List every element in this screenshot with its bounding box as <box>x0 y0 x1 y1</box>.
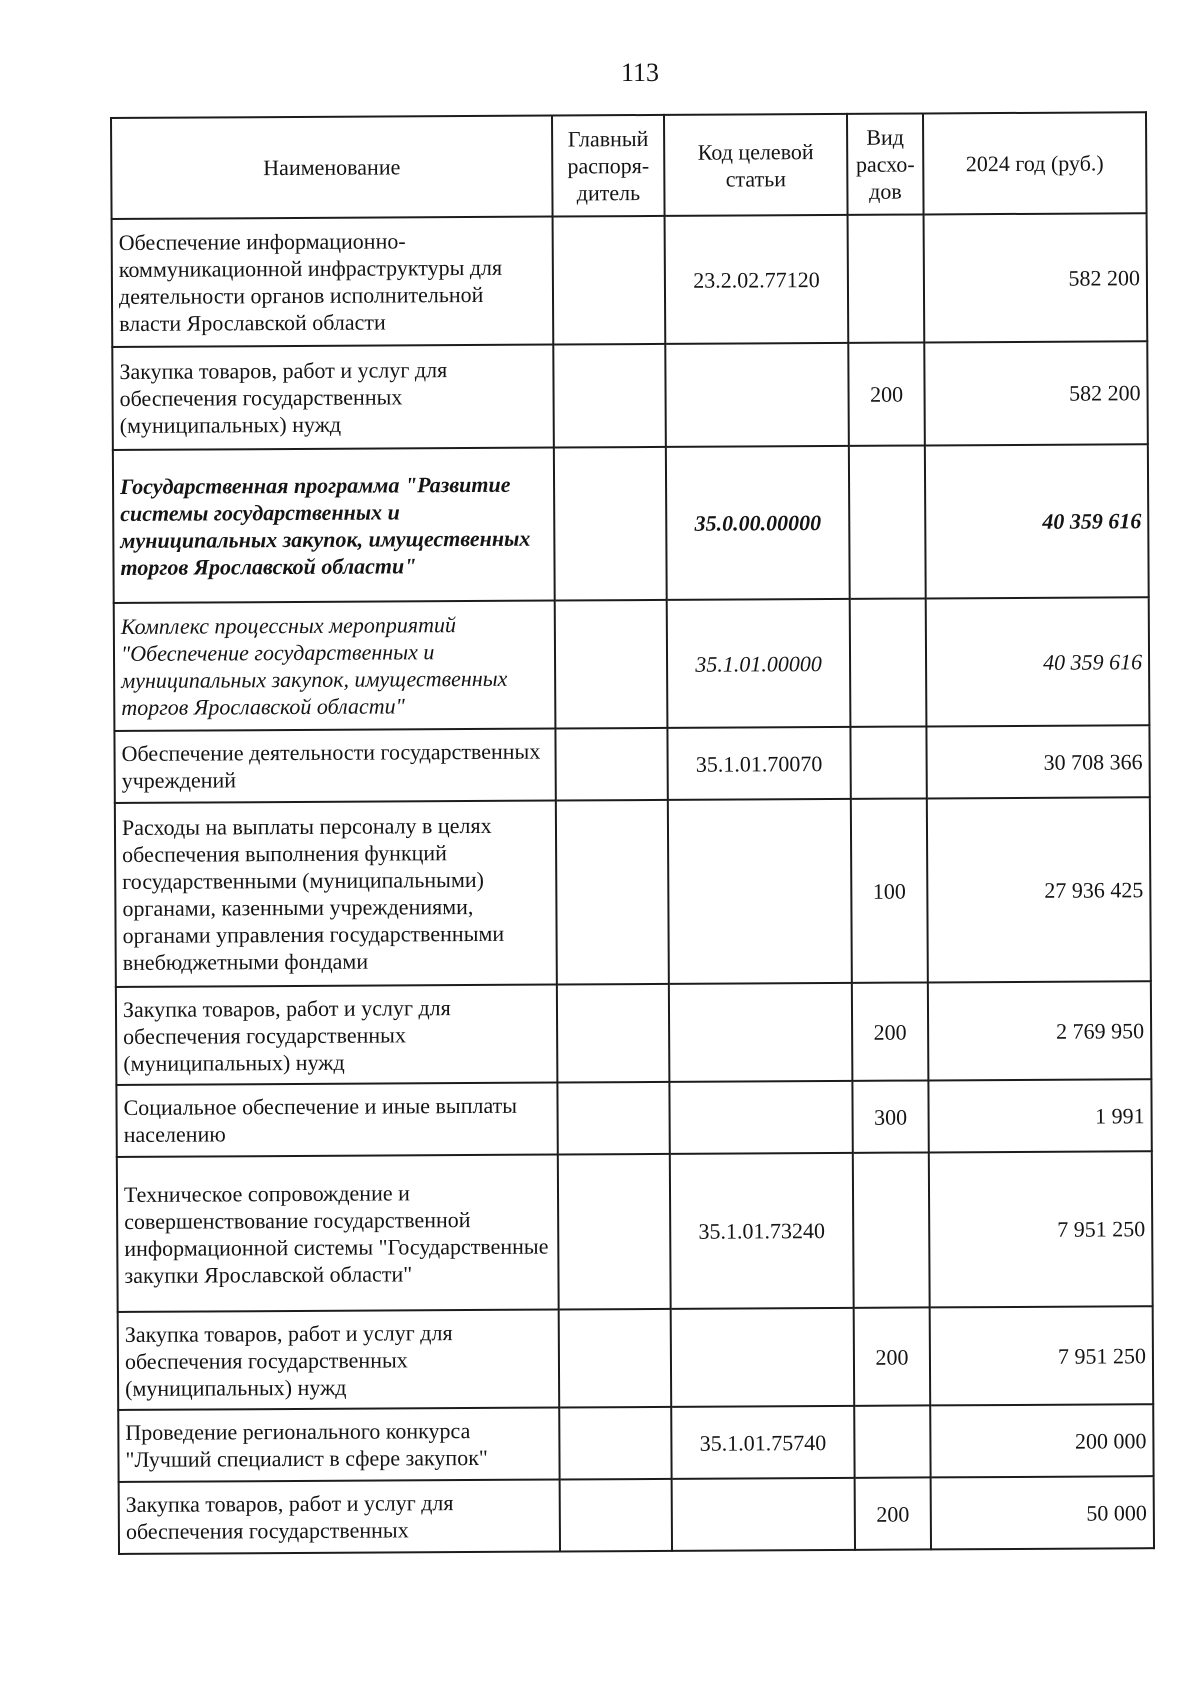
row-amount-cell: 40 359 616 <box>926 597 1150 726</box>
row-code-cell <box>669 1081 852 1154</box>
row-expense-type-cell: 200 <box>852 982 929 1080</box>
row-amount-cell: 582 200 <box>924 341 1148 445</box>
table-row <box>114 725 1149 803</box>
row-expense-type-cell <box>849 445 926 598</box>
row-code-cell: 35.1.01.70070 <box>667 727 850 800</box>
table-row <box>112 341 1148 450</box>
row-manager-cell <box>558 1154 671 1310</box>
table-row <box>116 1079 1151 1157</box>
row-code-cell <box>669 983 853 1082</box>
table-row <box>114 597 1150 731</box>
row-expense-type-cell: 100 <box>851 798 928 982</box>
row-code-cell <box>671 1308 855 1407</box>
header-main-manager: Главный распоря-дитель <box>552 115 665 217</box>
row-code-cell: 23.2.02.77120 <box>665 215 849 344</box>
row-name-cell: Социальное обеспечение и иные выплаты населению <box>116 1083 557 1157</box>
row-code-cell: 35.1.01.75740 <box>671 1406 854 1479</box>
row-name-cell: Обеспечение деятельности государственных учреждений <box>114 729 555 803</box>
row-code-cell: 35.1.01.73240 <box>670 1153 854 1309</box>
row-amount-cell: 7 951 250 <box>929 1151 1153 1307</box>
page-number: 113 <box>620 58 660 87</box>
table-row <box>112 213 1148 347</box>
table-row <box>119 1476 1154 1554</box>
row-amount-cell: 200 000 <box>930 1404 1153 1477</box>
row-manager-cell <box>553 216 666 345</box>
row-code-cell: 35.1.01.00000 <box>667 599 851 728</box>
row-manager-cell <box>556 800 669 985</box>
table-row <box>117 1151 1153 1312</box>
row-manager-cell <box>557 984 670 1083</box>
row-amount-cell: 40 359 616 <box>925 444 1149 598</box>
row-name-cell: Расходы на выплаты персоналу в целях обеспечения выполнения функций государственными (муниципальными) органами, казенными учреждениями, органами управления государственными внебюджетными фондами <box>115 801 557 987</box>
row-name-cell: Закупка товаров, работ и услуг для обеспечения государственных (муниципальных) нужд <box>116 985 558 1085</box>
row-expense-type-cell: 200 <box>854 1307 931 1405</box>
table-header-row <box>111 112 1147 219</box>
row-expense-type-cell <box>850 598 927 726</box>
row-amount-cell: 30 708 366 <box>926 725 1149 798</box>
header-name: Наименование <box>111 116 553 219</box>
row-expense-type-cell: 200 <box>855 1477 931 1549</box>
row-manager-cell <box>555 728 667 801</box>
row-name-cell: Техническое сопровождение и совершенствование государственной информационной системы "Государственные закупки Ярославской области" <box>117 1155 559 1312</box>
row-code-cell: 35.0.00.00000 <box>666 446 850 600</box>
header-target-code: Код целевой статьи <box>664 114 848 216</box>
row-name-cell: Государственная программа "Развитие системы государственных и муниципальных закупок, имущественных торгов Ярославской области" <box>113 448 555 603</box>
row-manager-cell <box>560 1479 672 1552</box>
table-body <box>112 213 1154 1554</box>
row-manager-cell <box>559 1309 672 1408</box>
row-code-cell <box>668 799 852 984</box>
row-code-cell <box>672 1478 855 1551</box>
table-row <box>118 1306 1154 1410</box>
table-row <box>118 1404 1153 1482</box>
row-amount-cell: 50 000 <box>931 1476 1154 1549</box>
row-name-cell: Закупка товаров, работ и услуг для обеспечения государственных <box>119 1480 560 1554</box>
row-expense-type-cell <box>853 1152 930 1307</box>
header-expense-type: Вид расхо-дов <box>847 113 924 214</box>
row-manager-cell <box>559 1407 671 1480</box>
table-row <box>115 797 1151 987</box>
row-amount-cell: 582 200 <box>924 213 1148 342</box>
row-name-cell: Закупка товаров, работ и услуг для обеспечения государственных (муниципальных) нужд <box>112 345 554 450</box>
row-amount-cell: 27 936 425 <box>927 797 1151 982</box>
table-row <box>116 981 1152 1085</box>
row-expense-type-cell <box>848 214 925 342</box>
row-manager-cell <box>557 1082 669 1155</box>
row-manager-cell <box>555 600 668 729</box>
row-amount-cell: 2 769 950 <box>928 981 1152 1080</box>
row-expense-type-cell <box>850 726 926 798</box>
table-row <box>113 444 1149 603</box>
row-amount-cell: 7 951 250 <box>930 1306 1154 1405</box>
row-expense-type-cell: 300 <box>852 1080 928 1152</box>
row-amount-cell: 1 991 <box>928 1079 1151 1152</box>
row-name-cell: Обеспечение информационно-коммуникационной инфраструктуры для деятельности органов исполнительной власти Ярославской области <box>112 217 554 347</box>
header-year: 2024 год (руб.) <box>923 112 1147 214</box>
row-manager-cell <box>554 447 667 601</box>
row-expense-type-cell <box>854 1405 930 1477</box>
budget-table <box>110 111 1155 1555</box>
row-manager-cell <box>553 344 666 448</box>
row-name-cell: Проведение регионального конкурса "Лучший специалист в сфере закупок" <box>118 1408 559 1482</box>
row-name-cell: Закупка товаров, работ и услуг для обеспечения государственных (муниципальных) нужд <box>118 1310 560 1410</box>
row-code-cell <box>665 343 849 447</box>
row-name-cell: Комплекс процессных мероприятий "Обеспечение государственных и муниципальных закупок, имущественных торгов Ярославской области" <box>114 601 556 731</box>
row-expense-type-cell: 200 <box>848 342 925 445</box>
